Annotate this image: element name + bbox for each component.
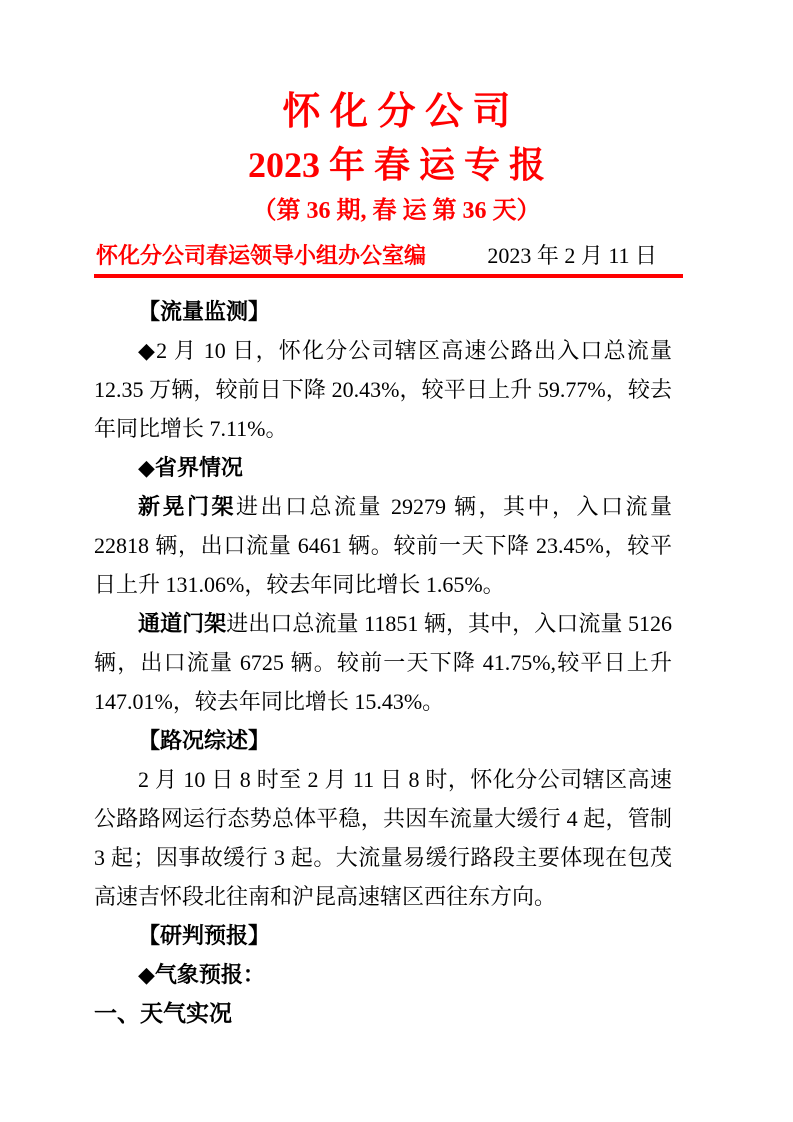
section-header-traffic-monitor: 【流量监测】	[138, 299, 271, 324]
doc-title-line2: 2023 年 春 运 专 报	[247, 145, 545, 185]
para-road-summary: 2 月 10 日 8 时至 2 月 11 日 8 时，怀化分公司辖区高速公路路网运行态势总体平稳，共因车流量大缓行 4 起，管制 3 起；因事故缓行 3 起。大流量易缓行路段主要体现在包茂高速吉怀段北往南和沪昆高速辖区西往东方向。	[94, 767, 672, 909]
heading-weather-actual: 一、天气实况	[94, 1001, 232, 1026]
xinhuang-gantry-label: 新晃门架	[138, 494, 236, 519]
issue-date: 2023 年 2 月 11 日	[487, 243, 657, 268]
section-header-road-conditions: 【路况综述】	[138, 728, 271, 753]
para-traffic-summary: ◆2 月 10 日，怀化分公司辖区高速公路出入口总流量 12.35 万辆，较前日下降 20.43%，较平日上升 59.77%，较去年同比增长 7.11%。	[94, 338, 672, 441]
para-tongdao-gantry	[94, 604, 672, 721]
section-header-forecast: 【研判预报】	[138, 923, 271, 948]
red-divider-rule	[94, 274, 683, 278]
sub-header-weather-forecast: ◆气象预报：	[138, 962, 265, 987]
masthead-row	[96, 242, 681, 270]
document-body	[94, 292, 672, 1033]
editor-credit: 怀化分公司春运领导小组办公室编	[96, 243, 427, 268]
tongdao-gantry-label: 通道门架	[138, 611, 227, 636]
para-xinhuang-gantry	[94, 487, 672, 604]
document-header	[0, 0, 793, 278]
issue-number-line: （第 36 期, 春 运 第 36 天）	[252, 198, 541, 224]
doc-title-line1: 怀 化 分 公 司	[282, 91, 511, 133]
xinhuang-gantry-text: 进出口总流量 29279 辆，其中，入口流量 22818 辆，出口流量 6461 辆。较前一天下降 23.45%，较平日上升 131.06%，较去年同比增长 1.65%。	[94, 494, 672, 597]
sub-header-provincial-border: ◆省界情况	[138, 455, 243, 480]
tongdao-gantry-text: 进出口总流量 11851 辆，其中，入口流量 5126 辆，出口流量 6725 辆。较前一天下降 41.75%,较平日上升 147.01%，较去年同比增长 15.43%。	[94, 611, 672, 714]
